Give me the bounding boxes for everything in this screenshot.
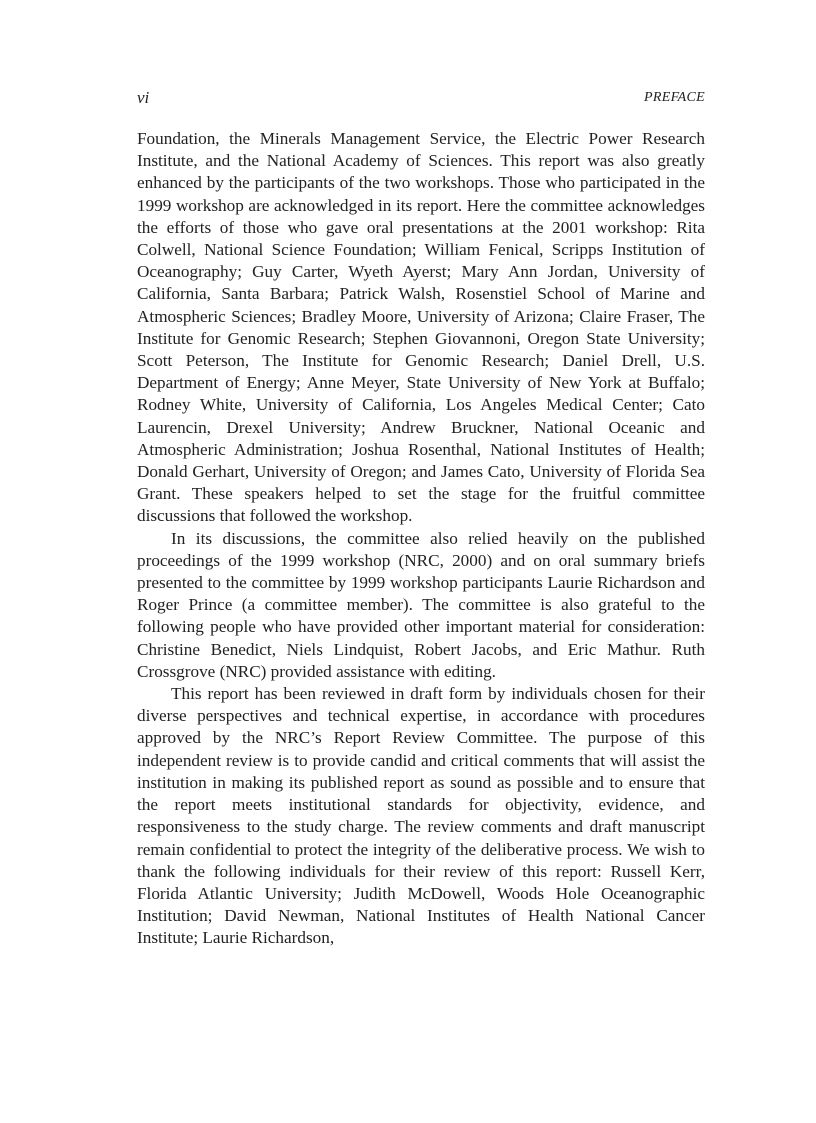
page-number: vi [137,88,150,107]
preface-body [137,128,705,950]
paragraph-discussions: In its discussions, the committee also relied heavily on the published proceedings of the 1999 workshop (NRC, 2000) and on oral summary briefs presented to the committee by 1999 workshop participants Laurie Richardson and Roger Prince (a committee member). The committee is also grateful to the following people who have provided other important material for consideration: Christine Benedict, Niels Lindquist, Robert Jacobs, and Eric Mathur. Ruth Crossgrove (NRC) provided assistance with editing. [137,528,705,681]
paragraph-review: This report has been reviewed in draft form by individuals chosen for their diverse perspectives and technical expertise, in accordance with procedures approved by the NRC’s Report Review Committee. The purpose of this independent review is to provide candid and critical comments that will assist the institution in making its published report as sound as possible and to ensure that the report meets institutional standards for objectivity, evidence, and responsiveness to the study charge. The review comments and draft manuscript remain confidential to protect the integrity of the deliberative process. We wish to thank the following individuals for their review of this report: Russell Kerr, Florida Atlantic University; Judith McDowell, Woods Hole Oceanographic Institution; David Newman, National Institutes of Health National Cancer Institute; Laurie Richardson, [137,684,705,948]
page-header [137,88,705,112]
paragraph-acknowledgements: Foundation, the Minerals Management Service, the Electric Power Research Institute, and the National Academy of Sciences. This report was also greatly enhanced by the participants of the two workshops. Those who participated in the 1999 workshop are acknowledged in its report. Here the committee acknowledges the efforts of those who gave oral presentations at the 2001 workshop: Rita Colwell, National Science Foundation; William Fenical, Scripps Institution of Oceanography; Guy Carter, Wyeth Ayerst; Mary Ann Jordan, University of California, Santa Barbara; Patrick Walsh, Rosenstiel School of Marine and Atmospheric Sciences; Bradley Moore, University of Arizona; Claire Fraser, The Institute for Genomic Research; Stephen Giovannoni, Oregon State University; Scott Peterson, The Institute for Genomic Research; Daniel Drell, U.S. Department of Energy; Anne Meyer, State University of New York at Buffalo; Rodney White, University of California, Los Angeles Medical Center; Cato Laurencin, Drexel University; Andrew Bruckner, National Oceanic and Atmospheric Administration; Joshua Rosenthal, National Institutes of Health; Donald Gerhart, University of Oregon; and James Cato, University of Florida Sea Grant. These speakers helped to set the stage for the fruitful committee discussions that followed the workshop. [137,129,705,526]
running-head: PREFACE [644,90,705,105]
